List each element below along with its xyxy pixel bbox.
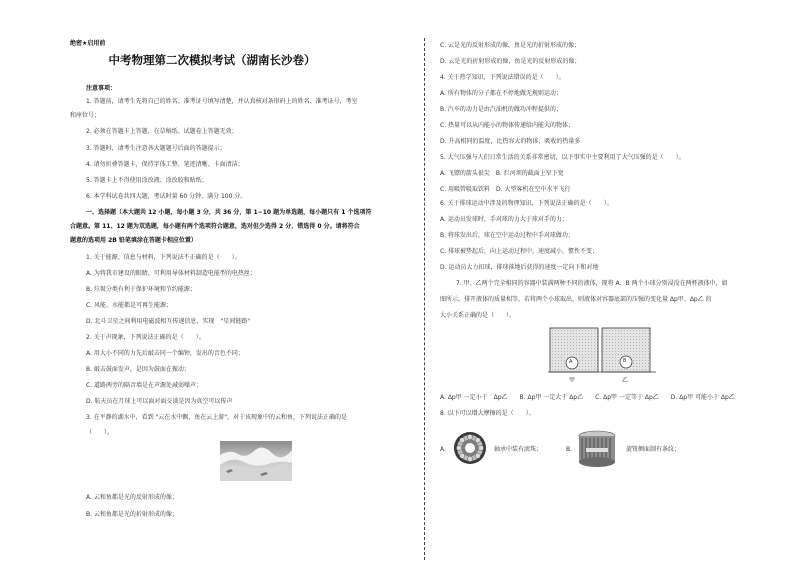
question-stem: 6. 关于排球运动中涉及的物理知识，下列说法正确的是（ ）。 [440, 200, 613, 207]
option-text: C. 热量可以从内能小的物体传递给内能大的物体； [440, 122, 575, 129]
question-stem: 4. 关于热学知识，下列说法错误的是（ ）。 [440, 74, 565, 81]
option-letter: B. [566, 446, 573, 453]
containers-figure [548, 326, 656, 388]
option-text: C. 风能、水能都是可再生能源； [86, 302, 173, 309]
note-line: 4. 请勿折叠答题卡，保持字体工整、笔迹清晰、卡面清洁； [86, 161, 244, 168]
section-heading: 合题意。第 11、12 题为双选题，每小题有两个选项符合题意，选对但少选得 2 分，错选得 0 分。请将符合 [70, 223, 360, 230]
option-text: D. 云是光的折射形成的像，鱼是光的反射形成的像； [440, 58, 581, 65]
note-line: 1. 答题前，请考生先将自己的姓名、准考证号填写清楚，并认真核对条形码上的姓名、准考证号，考室 [86, 98, 358, 105]
question-stem: 5. 大气压强与人们日常生活的关系非常密切，以下事实中主要利用了大气压强的是（ ）。 [440, 154, 685, 161]
question-stem: 7. 甲、乙两个完全相同的容器中装满两种不同的液体，现将 A、B 两个小球分别浸没在两杯液体中，如 [456, 280, 728, 287]
option-text: A. Δp甲 一定小于 Δp乙 B. Δp甲 一定大于 Δp乙 C. Δp甲 一定等于 Δp乙 D. Δp甲 可能小于 Δp乙 [440, 394, 735, 401]
question-stem: 8. 以下可以增大摩擦的是（ ）。 [440, 410, 535, 417]
option-text: B. 将球发出后，球在空中运动过程中手对球做功； [440, 232, 574, 239]
ball-label-a: A [569, 359, 573, 365]
lake-photo [220, 441, 292, 481]
note-line: 2. 必须在答题卡上答题，在草稿纸、试题卷上答题无效； [86, 128, 238, 135]
notes-heading: 注意事项： [86, 85, 117, 92]
question-stem: 1. 关于能源、信息与材料，下列说法不正确的是（ ）。 [86, 254, 241, 261]
note-line: 和座位号； [70, 112, 101, 119]
question-stem: 大小关系正确的是（ ）。 [440, 312, 516, 319]
option-text: C. 道路两旁的隔音墙是在声源处减弱噪声； [86, 382, 203, 389]
option-text: B. 汽车的动力是由汽油机的做功冲程提供的； [440, 106, 562, 113]
option-text: D. 北斗卫星之间利用电磁波相互传递信息，实现 "星间链路" [86, 318, 250, 325]
question-stem: （ ）。 [86, 429, 114, 436]
option-text: D. 升高相同的温度，比热容大的物体，吸收的热量多 [440, 138, 581, 145]
question-stem: 2. 关于声现象，下列说法正确的是（ ）。 [86, 334, 205, 341]
container-label-jia: 甲 [569, 377, 576, 384]
option-text: 旋钮侧面制有条纹； [626, 446, 681, 453]
option-text: D. 航天员在月球上可以面对面交谈是因为真空可以传声 [86, 398, 233, 405]
knob-image [576, 428, 618, 468]
option-text: B. 云和鱼都是光的折射形成的像； [86, 511, 178, 518]
question-stem: 3. 在平静的湖水中，看到 "云在水中飘，鱼在云上游"，对于该现象中的云和鱼，下列说法正确的是 [86, 414, 348, 421]
note-line: 6. 本学科试卷共四大题，考试时量 60 分钟，满分 100 分。 [86, 193, 247, 200]
option-text: A. 运动员发球时，手对球的力大于球对手的力； [440, 216, 568, 223]
option-text: 轴承中装有滚珠； [494, 446, 543, 453]
option-text: A. 所有物体的分子都在不停地做无规则运动； [440, 90, 562, 97]
option-text: B. 敲击鼓面发声，是因为鼓面在振动； [86, 366, 190, 373]
note-line: 5. 答题卡上不得使用涂改液、涂改胶和贴纸； [86, 177, 208, 184]
option-text: A. 用大小不同的力先后敲击同一个编钟，发出的音色不同； [86, 350, 244, 357]
secret-label: 绝密★启用前 [70, 40, 106, 47]
column-divider [424, 38, 425, 560]
section-heading: 题意的选项用 2B 铅笔填涂在答题卡相应位置） [70, 237, 197, 244]
option-text: C. 排球被垫起后，向上运动过程中，速度减小，惯性不变； [440, 248, 599, 255]
ball-label-b: B [623, 358, 627, 364]
option-text: C. 云是光的反射形成的像，鱼是光的折射形成的像； [440, 42, 581, 49]
container-label-yi: 乙 [622, 377, 629, 384]
option-text: D. 运动员大力扣球，排球落地后获得的速度一定向下和对地 [440, 264, 599, 271]
option-text: B. 垃圾分类有利于保护环境和节约能源； [86, 286, 196, 293]
option-text: A. 云和鱼都是光的反射形成的像； [86, 494, 178, 501]
option-text: A. 飞镖的箭头很尖 B. 拦河坝的截面上窄下宽 [440, 170, 564, 177]
option-text: C. 用吸管吸取饮料 D. 大型客机在空中水平飞行 [440, 186, 571, 193]
page-title: 中考物理第二次模拟考试（湖南长沙卷） [108, 53, 316, 67]
question-stem: 图所示，排开液体的质量相等，若将两个小球取出，则液体对容器底部的压强的变化量 Δp甲、Δp乙 的 [440, 296, 712, 303]
bearing-image [452, 430, 488, 466]
option-letter: A. [440, 446, 446, 453]
option-text: A. 为将我市建设的眼睛，可利用导体材料制造电能型的电热丝； [86, 270, 256, 277]
section-heading: 一、选择题（本大题共 12 小题，每小题 3 分，共 36 分，第 1~10 题为单选题，每小题只有 1 个选项符 [86, 209, 372, 216]
note-line: 3. 答题时，请考生注意各大题题号后面的答题提示； [86, 145, 226, 152]
